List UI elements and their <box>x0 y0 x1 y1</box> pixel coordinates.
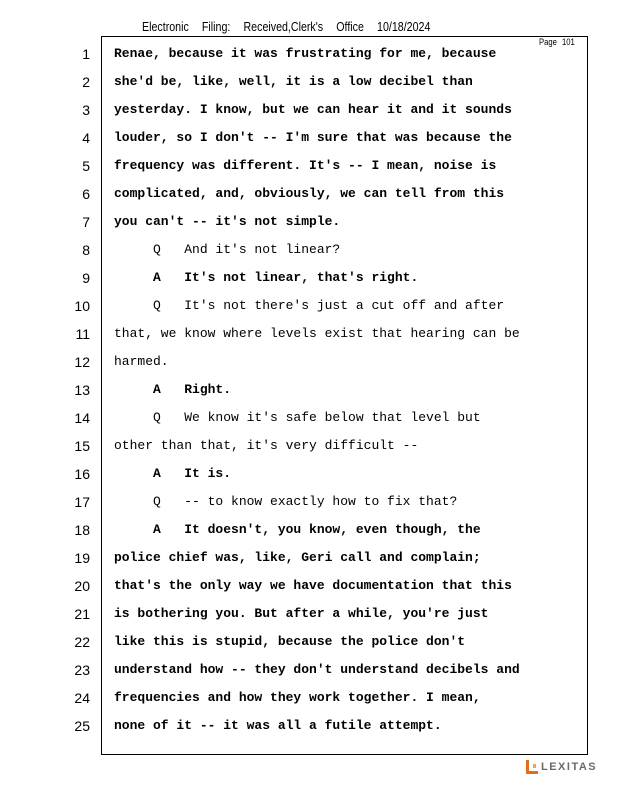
line-number: 21 <box>74 606 90 622</box>
line-number: 1 <box>82 46 90 62</box>
transcript-line <box>0 404 618 432</box>
line-text: that, we know where levels exist that hearing can be <box>114 326 520 341</box>
transcript-line <box>0 208 618 236</box>
line-text: complicated, and, obviously, we can tell from this <box>114 186 505 201</box>
line-number: 18 <box>74 522 90 538</box>
line-number: 10 <box>74 298 90 314</box>
transcript-line <box>0 264 618 292</box>
line-text: frequency was different. It's -- I mean, noise is <box>114 158 497 173</box>
transcript-line <box>0 460 618 488</box>
transcript-line <box>0 40 618 68</box>
transcript-line <box>0 600 618 628</box>
transcript-line <box>0 628 618 656</box>
transcript-line <box>0 152 618 180</box>
transcript-line <box>0 124 618 152</box>
line-number: 4 <box>82 130 90 146</box>
header-date: 10/18/2024 <box>377 19 431 34</box>
transcript-line <box>0 488 618 516</box>
header-filing: Filing: <box>201 19 231 34</box>
transcript-line <box>0 68 618 96</box>
line-number: 8 <box>82 242 90 258</box>
header-office: Office <box>336 19 364 34</box>
line-text: other than that, it's very difficult -- <box>114 438 419 453</box>
line-text: louder, so I don't -- I'm sure that was because the <box>114 130 512 145</box>
line-text: A It's not linear, that's right. <box>114 270 419 285</box>
transcript-line <box>0 348 618 376</box>
transcript-line <box>0 320 618 348</box>
line-number: 25 <box>74 718 90 734</box>
transcript-line <box>0 96 618 124</box>
line-text: understand how -- they don't understand decibels and <box>114 662 520 677</box>
transcript-line <box>0 376 618 404</box>
transcript-line <box>0 236 618 264</box>
line-number: 17 <box>74 494 90 510</box>
line-text: A It is. <box>114 466 232 481</box>
line-text: harmed. <box>114 354 169 369</box>
line-text: frequencies and how they work together. I mean, <box>114 690 481 705</box>
header-received: Received,Clerk's <box>243 19 324 34</box>
line-number: 13 <box>74 382 90 398</box>
line-text: police chief was, like, Geri call and complain; <box>114 550 481 565</box>
lexitas-mark-icon <box>524 758 540 776</box>
line-number: 9 <box>82 270 90 286</box>
line-number: 24 <box>74 690 90 706</box>
line-number: 15 <box>74 438 90 454</box>
line-text: that's the only way we have documentation that this <box>114 578 512 593</box>
transcript-line <box>0 180 618 208</box>
line-number: 3 <box>82 102 90 118</box>
line-number: 5 <box>82 158 90 174</box>
line-number: 12 <box>74 354 90 370</box>
line-text: you can't -- it's not simple. <box>114 214 341 229</box>
transcript-line <box>0 656 618 684</box>
transcript-line <box>0 572 618 600</box>
line-number: 20 <box>74 578 90 594</box>
transcript-line <box>0 684 618 712</box>
line-text: A It doesn't, you know, even though, the <box>114 522 481 537</box>
line-text: yesterday. I know, but we can hear it and it sounds <box>114 102 512 117</box>
transcript-line <box>0 432 618 460</box>
line-text: none of it -- it was all a futile attempt. <box>114 718 442 733</box>
line-text: she'd be, like, well, it is a low decibel than <box>114 74 473 89</box>
efiling-header <box>142 19 444 35</box>
line-text: Renae, because it was frustrating for me, because <box>114 46 497 61</box>
header-electronic: Electronic <box>142 19 189 34</box>
line-number: 11 <box>75 326 90 342</box>
line-number: 7 <box>82 214 90 230</box>
line-text: Q -- to know exactly how to fix that? <box>114 494 458 509</box>
line-number: 16 <box>74 466 90 482</box>
line-text: A Right. <box>114 382 232 397</box>
transcript-line <box>0 544 618 572</box>
page-value: 101 <box>561 37 575 47</box>
transcript-line <box>0 292 618 320</box>
line-text: Q And it's not linear? <box>114 242 341 257</box>
lexitas-logo <box>524 757 597 777</box>
page-label: Page <box>539 37 557 47</box>
line-number: 19 <box>74 550 90 566</box>
transcript-line <box>0 712 618 740</box>
line-number: 22 <box>74 634 90 650</box>
transcript-line <box>0 516 618 544</box>
line-text: like this is stupid, because the police don't <box>114 634 466 649</box>
line-number: 23 <box>74 662 90 678</box>
line-text: Q It's not there's just a cut off and after <box>114 298 505 313</box>
line-text: is bothering you. But after a while, you're just <box>114 606 489 621</box>
lexitas-wordmark: LEXITAS <box>541 761 598 773</box>
line-number: 6 <box>82 186 90 202</box>
line-number: 14 <box>74 410 90 426</box>
line-text: Q We know it's safe below that level but <box>114 410 481 425</box>
line-number: 2 <box>82 74 90 90</box>
